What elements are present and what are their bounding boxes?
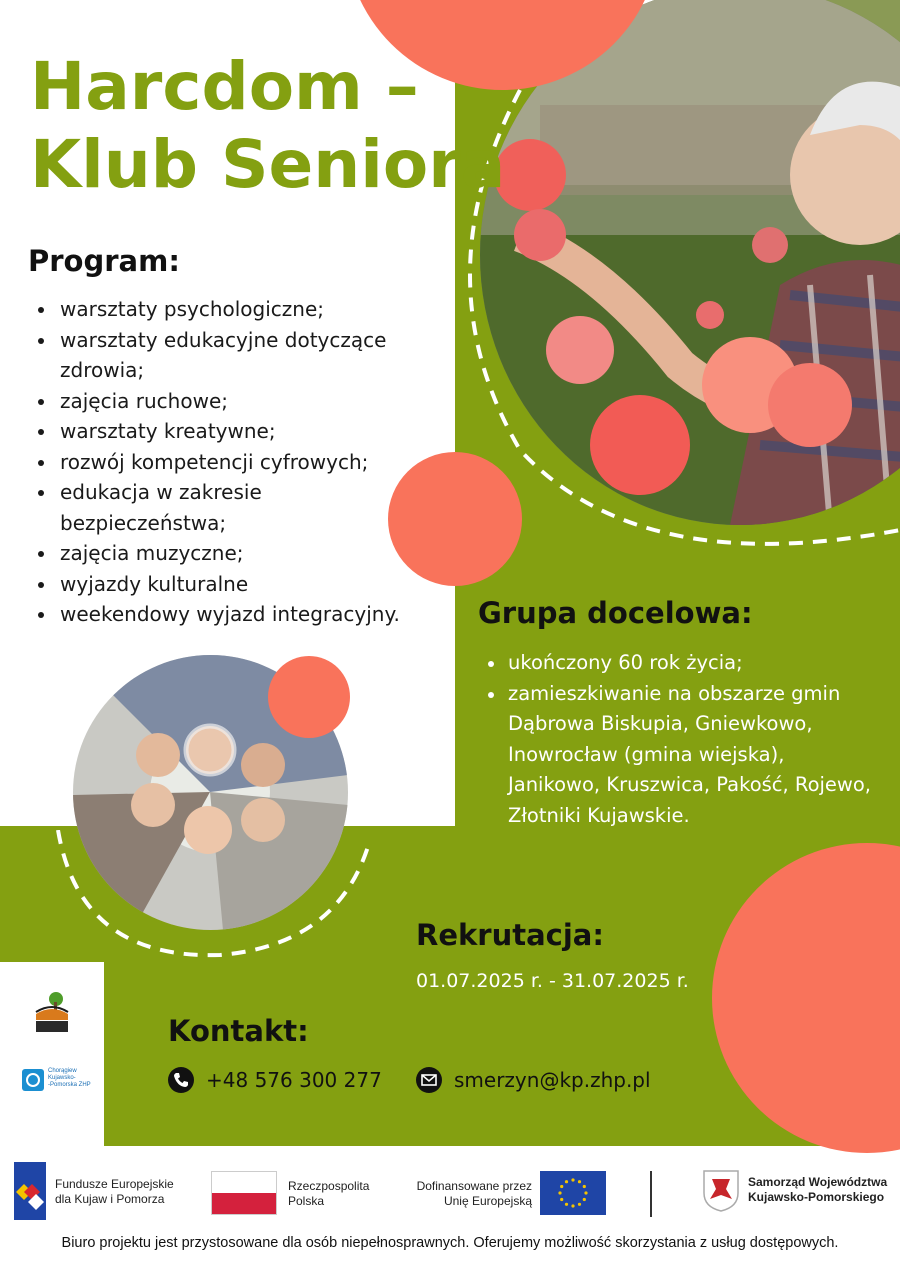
phone-icon xyxy=(168,1067,194,1093)
footer-logos xyxy=(0,1155,900,1225)
list-item: zajęcia muzyczne; xyxy=(28,538,428,569)
pl-text: Rzeczpospolita Polska xyxy=(288,1179,370,1208)
title-line-1: Harcdom – xyxy=(30,48,419,125)
contact-heading: Kontakt: xyxy=(168,1014,309,1048)
list-item: ukończony 60 rok życia; xyxy=(480,648,880,679)
recruitment-heading: Rekrutacja: xyxy=(416,918,604,952)
accessibility-disclaimer: Biuro projektu jest przystosowane dla osób niepełnosprawnych. Oferujemy możliwość skorzystania z usług dostępowych. xyxy=(61,1235,839,1251)
logo-zhp-text: Chorągiew Kujawsko- -Pomorska ZHP xyxy=(48,1068,91,1088)
contact-email-text: smerzyn@kp.zhp.pl xyxy=(454,1068,651,1092)
page-title xyxy=(30,48,505,204)
list-item: zamieszkiwanie na obszarze gmin Dąbrowa Biskupia, Gniewkowo, Inowrocław (gmina wiejska), Janikowo, Kruszwica, Pakość, Rojewo, Złotniki Kujawskie. xyxy=(480,679,880,832)
list-item: zajęcia ruchowe; xyxy=(28,386,428,417)
eu-text: Dofinansowane przez Unię Europejską xyxy=(416,1179,532,1208)
list-item: warsztaty kreatywne; xyxy=(28,416,428,447)
contact-phone-text: +48 576 300 277 xyxy=(206,1068,382,1092)
list-item: weekendowy wyjazd integracyjny. xyxy=(28,599,428,630)
eu-flag xyxy=(540,1171,606,1215)
logo-czarnowski xyxy=(32,990,72,1034)
target-list xyxy=(480,648,880,831)
list-item: warsztaty psychologiczne; xyxy=(28,294,428,325)
contact-phone[interactable] xyxy=(168,1067,382,1093)
program-heading: Program: xyxy=(28,244,180,278)
logo-zhp xyxy=(22,1067,102,1093)
decor-circle-small xyxy=(268,656,350,738)
fe-logo-text: Fundusze Europejskie dla Kujaw i Pomorza xyxy=(55,1177,174,1206)
pl-flag xyxy=(211,1171,277,1215)
list-item: warsztaty edukacyjne dotyczące zdrowia; xyxy=(28,325,428,386)
dashed-arc-bottom xyxy=(40,830,380,970)
title-line-2: Klub Seniora xyxy=(30,126,506,203)
sw-text: Samorząd Województwa Kujawsko-Pomorskiego xyxy=(748,1175,888,1204)
coat-of-arms-icon xyxy=(702,1169,740,1213)
recruitment-dates: 01.07.2025 r. - 31.07.2025 r. xyxy=(416,970,689,992)
list-item: wyjazdy kulturalne xyxy=(28,569,428,600)
program-list xyxy=(28,294,428,630)
target-heading: Grupa docelowa: xyxy=(478,596,753,630)
footer-divider xyxy=(650,1171,652,1217)
fe-logo-icon xyxy=(14,1162,46,1220)
list-item: rozwój kompetencji cyfrowych; xyxy=(28,447,428,478)
contact-email[interactable] xyxy=(416,1067,651,1093)
list-item: edukacja w zakresie bezpieczeństwa; xyxy=(28,477,428,538)
envelope-icon xyxy=(416,1067,442,1093)
